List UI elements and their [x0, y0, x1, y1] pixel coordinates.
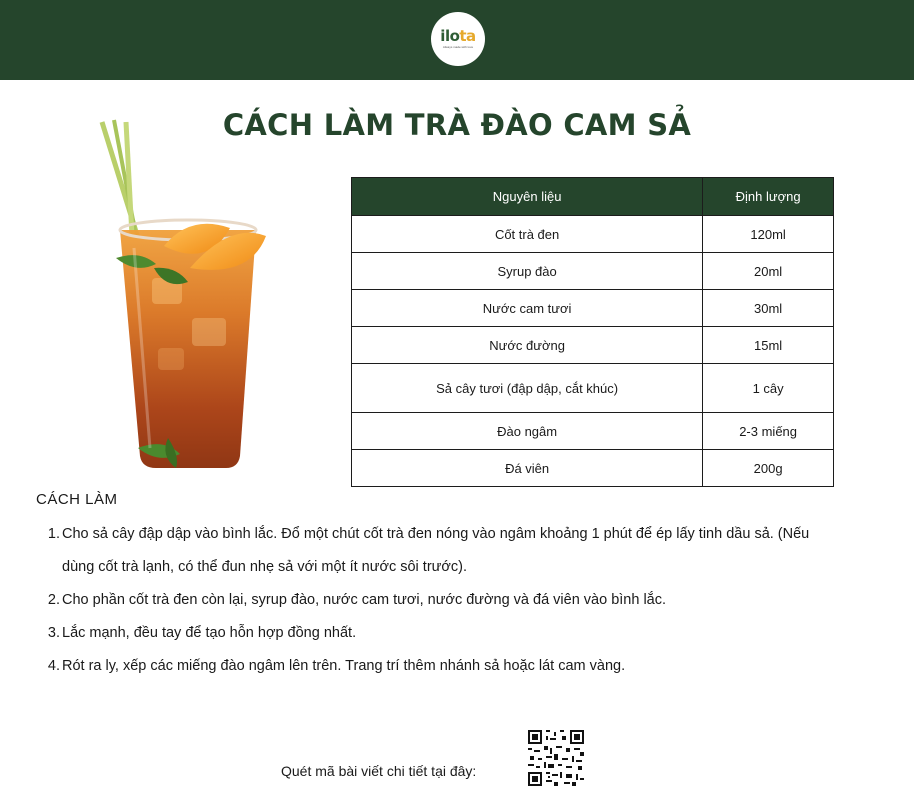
ingredient-cell: Nước cam tươi [352, 290, 703, 327]
step-text: Rót ra ly, xếp các miếng đào ngâm lên trên. Trang trí thêm nhánh sả hoặc lát cam vàng. [62, 658, 626, 674]
step-item [36, 518, 896, 584]
ingredient-cell: Cốt trà đen [352, 216, 703, 253]
amount-cell: 2-3 miếng [703, 413, 834, 450]
ingredient-cell: Nước đường [352, 327, 703, 364]
table-row [352, 253, 834, 290]
table-row [352, 413, 834, 450]
qr-label: Quét mã bài viết chi tiết tại đây: [281, 763, 477, 779]
ingredients-table [351, 177, 834, 487]
table-row [352, 290, 834, 327]
page-title: CÁCH LÀM TRÀ ĐÀO CAM SẢ [222, 108, 692, 142]
header-bar [0, 0, 914, 80]
step-text-line: dùng cốt trà lạnh, có thể đun nhẹ sả với một ít nước sôi trước). [62, 559, 467, 575]
step-number: 1. [47, 526, 60, 542]
step-text: Cho phần cốt trà đen còn lại, syrup đào, nước cam tươi, nước đường và đá viên vào bình lắc. [62, 592, 667, 608]
amount-cell: 30ml [703, 290, 834, 327]
amount-cell: 200g [703, 450, 834, 487]
column-header-ingredient: Nguyên liệu [352, 178, 703, 216]
step-number: 4. [47, 658, 60, 674]
step-item [36, 650, 896, 683]
step-text-line: Cho sả cây đập dập vào bình lắc. Đổ một chút cốt trà đen nóng vào ngâm khoảng 1 phút để ép lấy tinh dầu sả. (Nếu [62, 526, 810, 542]
table-row [352, 327, 834, 364]
peach-tea-drink-image [80, 118, 280, 478]
logo-tagline: Always made with love [442, 45, 474, 49]
method-steps-list [36, 518, 896, 683]
ingredient-cell: Syrup đào [352, 253, 703, 290]
column-header-amount: Định lượng [703, 178, 834, 216]
step-text: Lắc mạnh, đều tay để tạo hỗn hợp đồng nhất. [62, 625, 357, 641]
amount-cell: 20ml [703, 253, 834, 290]
logo-wordmark: ilota [440, 27, 476, 45]
ingredient-cell: Sả cây tươi (đập dập, cắt khúc) [352, 364, 703, 413]
step-number: 3. [47, 625, 60, 641]
step-number: 2. [47, 592, 60, 608]
table-row [352, 216, 834, 253]
brand-logo[interactable] [431, 12, 485, 66]
qr-code[interactable] [528, 730, 584, 786]
table-row [352, 364, 834, 413]
step-item [36, 617, 896, 650]
ingredient-cell: Đá viên [352, 450, 703, 487]
step-text [60, 518, 809, 584]
table-row [352, 450, 834, 487]
method-heading: CÁCH LÀM [36, 491, 118, 508]
amount-cell: 120ml [703, 216, 834, 253]
step-item [36, 584, 896, 617]
ingredient-cell: Đào ngâm [352, 413, 703, 450]
amount-cell: 1 cây [703, 364, 834, 413]
amount-cell: 15ml [703, 327, 834, 364]
table-header-row [352, 178, 834, 216]
